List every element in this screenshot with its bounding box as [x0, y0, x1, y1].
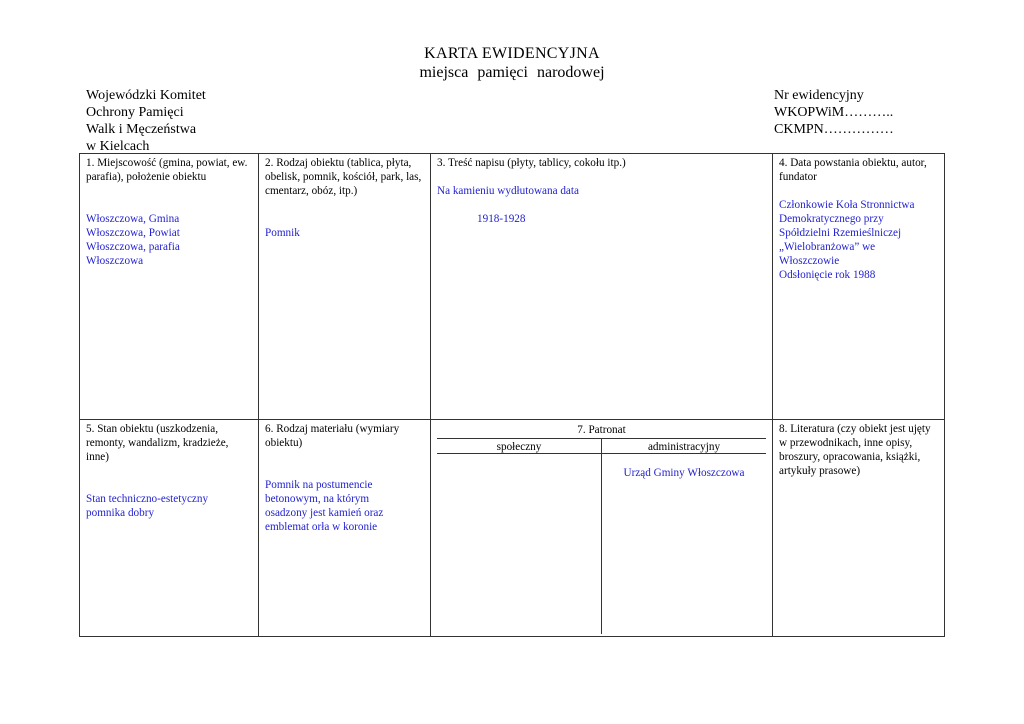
cell-condition — [80, 420, 259, 637]
material-value: emblemat orła w koronie — [265, 521, 378, 533]
object-type-label: 2. Rodzaj obiektu (tablica, płyta, obelisk, pomnik, kościół, park, las, cmentarz, obóz, itp.) — [265, 157, 422, 197]
cell-patronage — [431, 420, 773, 637]
registry-line: Nr ewidencyjny — [774, 88, 864, 103]
origin-value: Włoszczowie — [779, 255, 840, 267]
origin-label: 4. Data powstania obiektu, autor, fundator — [779, 157, 927, 183]
literature-label: 8. Literatura (czy obiekt jest ujęty w przewodnikach, inne opisy, broszury, opracowania, książki, artykuły prasowe) — [779, 423, 931, 477]
origin-value: „Wielobranżowa” we — [779, 241, 876, 253]
cell-origin — [773, 154, 945, 420]
registry-block — [774, 87, 894, 138]
location-value: Włoszczowa, parafia — [86, 241, 180, 253]
committee-line: w Kielcach — [86, 139, 150, 154]
location-value: Włoszczowa, Powiat — [86, 227, 180, 239]
inscription-date: 1918-1928 — [477, 213, 526, 225]
committee-line: Ochrony Pamięci — [86, 105, 184, 120]
location-value: Włoszczowa, Gmina — [86, 213, 180, 225]
origin-value: Spółdzielni Rzemieślniczej — [779, 227, 902, 239]
registry-line: WKOPWiM……….. — [774, 105, 894, 120]
location-value: Włoszczowa — [86, 255, 144, 267]
patronage-label: 7. Patronat — [437, 422, 766, 439]
card-subtitle: miejsca pamięci narodowej — [419, 64, 605, 81]
patronage-social-header: społeczny — [437, 439, 602, 453]
cell-material — [259, 420, 431, 637]
cell-location — [80, 154, 259, 420]
origin-value: Demokratycznego przy — [779, 213, 884, 225]
condition-label: 5. Stan obiektu (uszkodzenia, remonty, wandalizm, kradzieże, inne) — [86, 423, 229, 463]
origin-value: Odsłonięcie rok 1988 — [779, 269, 876, 281]
material-value: betonowym, na którym — [265, 493, 370, 505]
record-table — [79, 153, 945, 637]
patronage-social-value — [437, 454, 602, 634]
registry-line: CKMPN…………… — [774, 122, 894, 137]
material-label: 6. Rodzaj materiału (wymiary obiektu) — [265, 423, 400, 449]
location-label: 1. Miejscowość (gmina, powiat, ew. parafia), położenie obiektu — [86, 157, 248, 183]
object-type-value: Pomnik — [265, 227, 300, 239]
committee-block — [86, 87, 206, 155]
patronage-admin-header: administracyjny — [647, 441, 721, 453]
inscription-label: 3. Treść napisu (płyty, tablicy, cokołu itp.) — [437, 157, 626, 169]
cell-inscription — [431, 154, 773, 420]
inscription-value: Na kamieniu wydłutowana data — [437, 185, 579, 197]
card-title: KARTA EWIDENCYJNA — [424, 45, 600, 62]
cell-literature — [773, 420, 945, 637]
material-value: osadzony jest kamień oraz — [265, 507, 384, 519]
material-value: Pomnik na postumencie — [265, 479, 373, 491]
committee-line: Walk i Męczeństwa — [86, 122, 197, 137]
origin-value: Członkowie Koła Stronnictwa — [779, 199, 915, 211]
condition-value: Stan techniczno-estetyczny — [86, 493, 209, 505]
patronage-admin-value: Urząd Gminy Włoszczowa — [623, 467, 745, 479]
cell-object-type — [259, 154, 431, 420]
condition-value: pomnika dobry — [86, 507, 155, 519]
committee-line: Wojewódzki Komitet — [86, 88, 206, 103]
